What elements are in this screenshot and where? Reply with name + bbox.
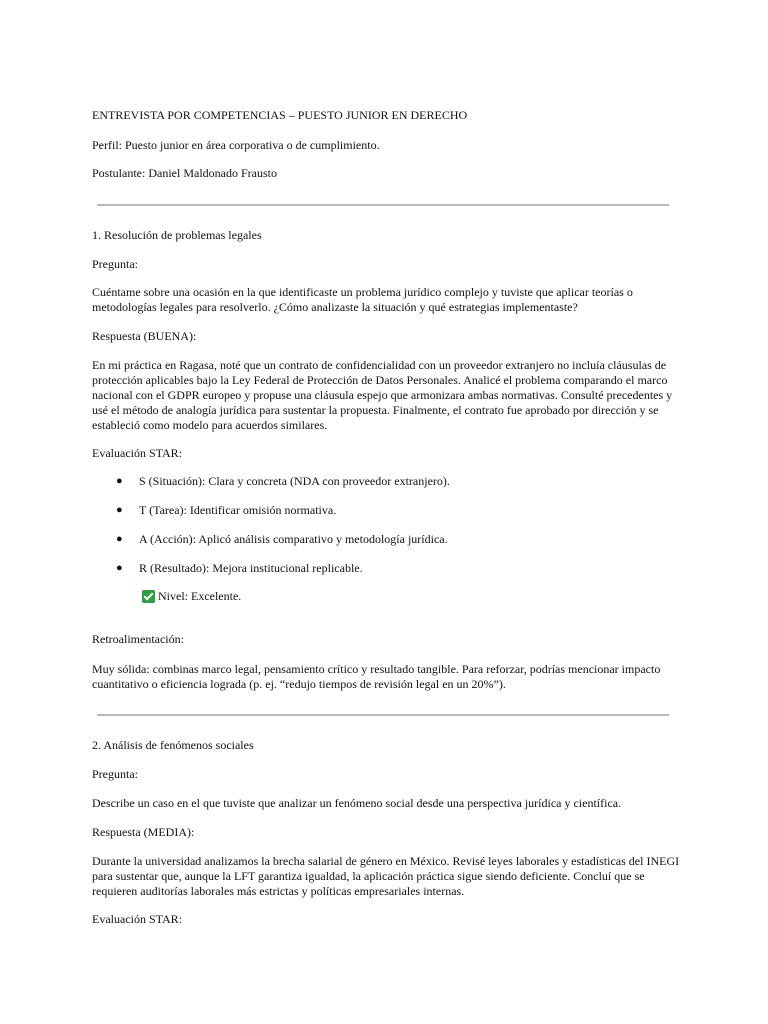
answer-text: En mi práctica en Ragasa, noté que un contrato de confidencialidad con un proveedor extranjero no incluía cláusulas de protección aplicables bajo la Ley Federal de Protección de Datos Personales. Analicé el problema comparando el marco nacional con el GDPR europeo y propuse una cláusula espejo que armonizara ambas normativas. Consulté precedentes y usé el método de analogía jurídica para sustentar la propuesta. Finalmente, el contrato fue aprobado por dirección y se estableció como modelo para acuerdos similares.: [92, 358, 673, 432]
answer-label: Respuesta (BUENA):: [92, 329, 197, 343]
answer-label: Respuesta (MEDIA):: [92, 825, 195, 839]
section-divider: [97, 714, 669, 716]
level-line: [142, 589, 241, 604]
bullet-icon: ●: [116, 562, 123, 574]
bullet-icon: ●: [116, 475, 123, 487]
document-title: ENTREVISTA POR COMPETENCIAS – PUESTO JUNIOR EN DERECHO: [92, 108, 468, 122]
star-item-text: R (Resultado): Mejora institucional replicable.: [139, 561, 363, 575]
feedback-text: Muy sólida: combinas marco legal, pensamiento crítico y resultado tangible. Para reforzar, podrías mencionar impacto cuantitativo o eficiencia lograda (p. ej. “redujo tiempos de revisión legal en un 20%”).: [92, 662, 661, 691]
question-label: Pregunta:: [92, 257, 138, 271]
check-mark-icon: [142, 590, 155, 603]
star-label: Evaluación STAR:: [92, 446, 183, 460]
profile-line: Perfil: Puesto junior en área corporativa o de cumplimiento.: [92, 138, 380, 152]
star-item-text: A (Acción): Aplicó análisis comparativo y metodología jurídica.: [139, 532, 448, 546]
section-heading: 1. Resolución de problemas legales: [92, 228, 262, 242]
question-text: Describe un caso en el que tuviste que analizar un fenómeno social desde una perspectiva jurídica y científica.: [92, 796, 622, 810]
star-label: Evaluación STAR:: [92, 912, 183, 926]
section-heading: 2. Análisis de fenómenos sociales: [92, 738, 254, 752]
star-item-text: T (Tarea): Identificar omisión normativa.: [139, 503, 337, 517]
answer-text: Durante la universidad analizamos la brecha salarial de género en México. Revisé leyes laborales y estadísticas del INEGI para sustentar que, aunque la LFT garantiza igualdad, la aplicación práctica sigue siendo deficiente. Concluí que se requieren auditorías laborales más estrictas y políticas empresariales internas.: [92, 854, 680, 898]
bullet-icon: ●: [116, 504, 123, 516]
bullet-icon: ●: [116, 533, 123, 545]
level-text: Nivel: Excelente.: [158, 589, 242, 603]
section-divider: [97, 204, 669, 206]
question-label: Pregunta:: [92, 767, 138, 781]
candidate-line: Postulante: Daniel Maldonado Frausto: [92, 166, 277, 180]
star-item-text: S (Situación): Clara y concreta (NDA con proveedor extranjero).: [139, 474, 450, 488]
feedback-label: Retroalimentación:: [92, 632, 184, 646]
question-text: Cuéntame sobre una ocasión en la que identificaste un problema jurídico complejo y tuviste que aplicar teorías o metodologías legales para resolverlo. ¿Cómo analizaste la situación y qué estrategias implementaste?: [92, 285, 633, 314]
